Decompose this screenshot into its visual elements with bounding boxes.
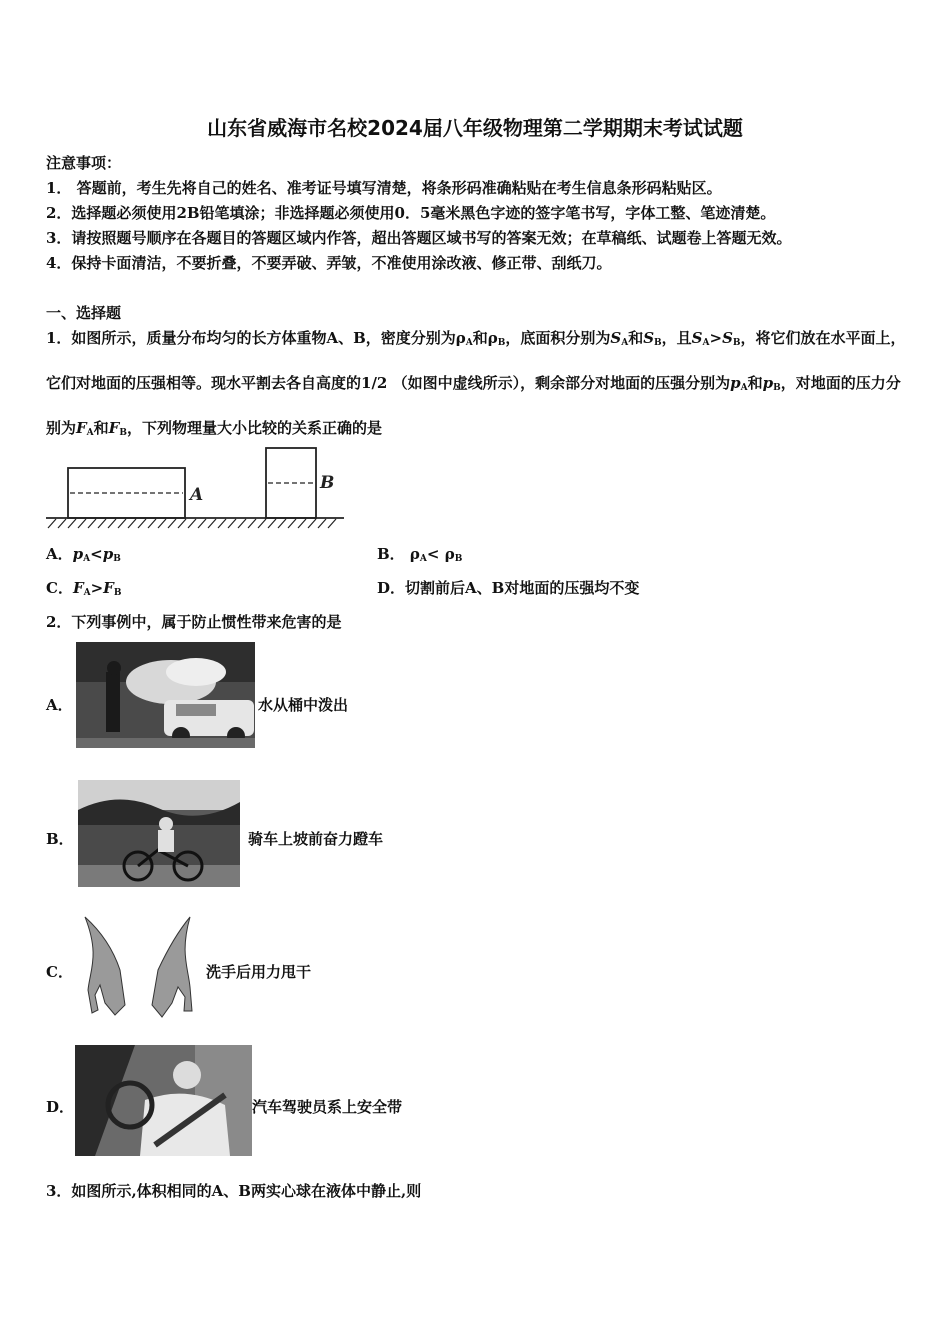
- blocks-diagram: [44, 444, 348, 534]
- photo-shaking-hands: [80, 915, 202, 1023]
- q2-option-d-text: 汽车驾驶员系上安全带: [252, 1098, 403, 1116]
- q2-option-d-letter[interactable]: D．: [46, 1098, 75, 1116]
- photo-bicycle: [78, 780, 240, 887]
- notice-item: 4．保持卡面清洁，不要折叠，不要弄破、弄皱，不准使用涂改液、修正带、刮纸刀。: [46, 254, 612, 272]
- q2-option-a-text: 水从桶中泼出: [258, 696, 349, 714]
- notice-item: 2．选择题必须使用2B铅笔填涂；非选择题必须使用0．5毫米黑色字迹的签字笔书写，字体工整、笔迹清楚。: [46, 204, 776, 222]
- q1-option-b[interactable]: B． $\rho_A< \rho_B$: [377, 545, 463, 564]
- notice-item: 3．请按照题号顺序在各题目的答题区域内作答，超出答题区域书写的答案无效；在草稿纸、试题卷上答题无效。: [46, 229, 792, 247]
- photo-seatbelt: [75, 1045, 252, 1156]
- photo-water-splash: [76, 642, 255, 748]
- page-title: 山东省威海市名校2024届八年级物理第二学期期末考试试题: [207, 116, 743, 140]
- q1-option-a[interactable]: A．$p_A<p_B$: [46, 545, 121, 564]
- q2-option-c-letter[interactable]: C．: [46, 963, 73, 981]
- q2-option-c-text: 洗手后用力甩干: [206, 963, 312, 981]
- label-a: A: [190, 485, 204, 505]
- section-heading: 一、选择题: [46, 304, 122, 322]
- q2-option-b-text: 骑车上坡前奋力蹬车: [248, 830, 384, 848]
- question-3-stem: 3．如图所示,体积相同的A、B两实心球在液体中静止,则: [46, 1182, 422, 1200]
- question-1-stem: 1．如图所示，质量分布均匀的长方体重物A、B，密度分别为$\rho_A$和$\rho_B$，底面积分别为$S_A$和$S_B$，且$S_A>S_B$，将它们放在水平面上，它们对地面的压强相等。现水平割去各自高度的1/2 （如图中虚线所示），剩余部分对地面的压强分别为$p_A$和$p_B$，对地面的压力分别为$F_A$和$F_B$，下列物理量大小比较的关系正确的是: [46, 329, 906, 438]
- q2-option-b-letter[interactable]: B．: [46, 830, 74, 848]
- q2-option-a-letter[interactable]: A．: [46, 696, 73, 714]
- notice-item: 1． 答题前，考生先将自己的姓名、准考证号填写清楚，将条形码准确粘贴在考生信息条形码粘贴区。: [46, 179, 722, 197]
- q1-option-c[interactable]: C．$F_A>F_B$: [46, 579, 122, 598]
- q1-option-d[interactable]: D．切割前后A、B对地面的压强均不变: [377, 579, 640, 597]
- ground-hatch: [48, 519, 336, 528]
- label-b: B: [320, 473, 335, 493]
- question-2-stem: 2．下列事例中，属于防止惯性带来危害的是: [46, 613, 342, 631]
- notice-heading: 注意事项：: [46, 154, 122, 172]
